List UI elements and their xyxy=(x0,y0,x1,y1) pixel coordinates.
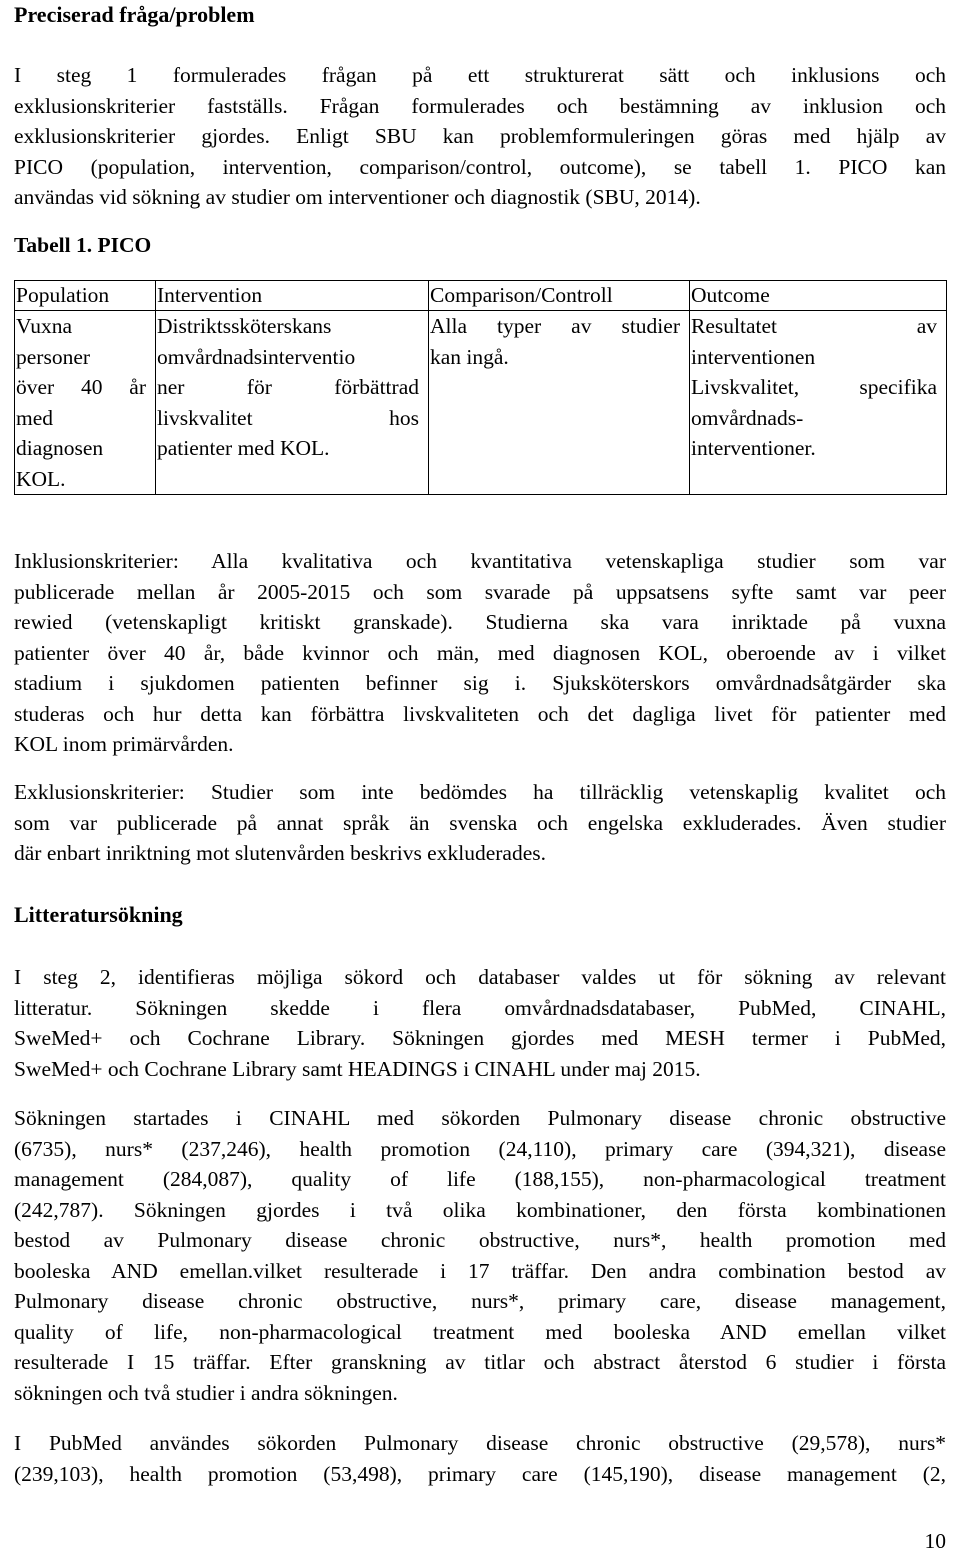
table-row xyxy=(15,311,947,495)
text-line: booleska AND emellan.vilket resulterade i 17 träffar. Den andra combination bestod av xyxy=(14,1258,946,1283)
cell-line: Livskvalitet, specifika xyxy=(691,375,937,399)
cell-line: diagnosen xyxy=(16,436,104,460)
text-line: I steg 1 formulerades frågan på ett strukturerat sätt och inklusions och xyxy=(14,63,946,87)
paragraph-exclusion-criteria xyxy=(14,777,946,869)
cell-line: omvårdnads- xyxy=(691,405,804,430)
cell-line: patienter med KOL. xyxy=(157,436,330,460)
page-number: 10 xyxy=(924,1529,946,1553)
header-population: Population xyxy=(15,281,156,311)
table-header-row xyxy=(15,281,947,311)
text-line: litteratur. Sökningen skedde i flera omvårdnadsdatabaser, PubMed, CINAHL, xyxy=(14,995,946,1020)
cell-intervention xyxy=(156,311,429,495)
cell-line: interventioner. xyxy=(691,436,816,460)
text-line: Sökningen startades i CINAHL med sökorden Pulmonary disease chronic obstructive xyxy=(14,1106,946,1130)
cell-line: Resultatet av xyxy=(691,314,937,338)
text-line: användas vid sökning av studier om interventioner och diagnostik (SBU, 2014). xyxy=(14,185,701,209)
text-line: KOL inom primärvården. xyxy=(14,732,234,756)
text-line: där enbart inriktning mot slutenvården beskrivs exkluderades. xyxy=(14,841,546,865)
text-line: I steg 2, identifieras möjliga sökord och databaser valdes ut för sökning av relevant xyxy=(14,965,946,989)
paragraph-cinahl-search xyxy=(14,1103,946,1408)
text-line: SweMed+ och Cochrane Library samt HEADINGS i CINAHL under maj 2015. xyxy=(14,1056,701,1081)
cell-line: KOL. xyxy=(16,466,66,491)
text-line: exklusionskriterier fastställs. Frågan formulerades och bestämning av inklusion och xyxy=(14,93,946,118)
text-line: som var publicerade på annat språk än svenska och engelska exkluderades. Även studier xyxy=(14,810,946,835)
text-line: (242,787). Sökningen gjordes i två olika kombinationer, den första kombinationen xyxy=(14,1197,946,1222)
cell-comparison xyxy=(429,311,690,495)
cell-line: Alla typer av studier xyxy=(430,314,680,338)
header-outcome: Outcome xyxy=(690,281,947,311)
paragraph-step-1 xyxy=(14,60,946,213)
text-line: management (284,087), quality of life (188,155), non-pharmacological treatment xyxy=(14,1167,946,1191)
text-line: resulterade I 15 träffar. Efter granskning av titlar och abstract återstod 6 studier i första xyxy=(14,1350,946,1374)
text-line: quality of life, non-pharmacological treatment med booleska AND emellan vilket xyxy=(14,1319,946,1344)
cell-line: kan ingå. xyxy=(430,344,509,369)
text-line: PICO (population, intervention, comparison/control, outcome), se tabell 1. PICO kan xyxy=(14,154,946,179)
text-line: SweMed+ och Cochrane Library. Sökningen gjordes med MESH termer i PubMed, xyxy=(14,1026,946,1050)
text-line: (6735), nurs* (237,246), health promotion (24,110), primary care (394,321), disease xyxy=(14,1136,946,1161)
header-comparison: Comparison/Controll xyxy=(429,281,690,311)
paragraph-step-2 xyxy=(14,962,946,1084)
paragraph-inclusion-criteria xyxy=(14,546,946,760)
text-line: (239,103), health promotion (53,498), primary care (145,190), disease management (2, xyxy=(14,1461,946,1486)
cell-line: med xyxy=(16,405,54,430)
text-line: sökningen och två studier i andra sökningen. xyxy=(14,1380,398,1405)
paragraph-pubmed-search xyxy=(14,1428,946,1489)
table-caption: Tabell 1. PICO xyxy=(14,233,152,257)
text-line: Inklusionskriterier: Alla kvalitativa och kvantitativa vetenskapliga studier som var xyxy=(14,549,946,573)
text-line: rewied (vetenskapligt kritiskt granskade). Studierna ska vara inriktade på vuxna xyxy=(14,610,946,634)
text-line: I PubMed användes sökorden Pulmonary disease chronic obstructive (29,578), nurs* xyxy=(14,1431,946,1455)
cell-line: Distriktssköterskans xyxy=(157,314,332,338)
text-line: stadium i sjukdomen patienten befinner sig i. Sjuksköterskors omvårdnadsåtgärder ska xyxy=(14,671,946,695)
cell-line: Vuxna xyxy=(16,314,73,338)
cell-line: personer xyxy=(16,344,91,369)
cell-line: omvårdnadsinterventio xyxy=(157,344,356,369)
text-line: publicerade mellan år 2005-2015 och som svarade på uppsatsens syfte samt var peer xyxy=(14,579,946,604)
cell-line: interventionen xyxy=(691,344,816,369)
section-heading-problem: Preciserad fråga/problem xyxy=(14,2,255,27)
text-line: bestod av Pulmonary disease chronic obstructive, nurs*, health promotion med xyxy=(14,1228,946,1252)
text-line: Pulmonary disease chronic obstructive, nurs*, primary care, disease management, xyxy=(14,1289,946,1313)
cell-line: livskvalitet hos xyxy=(157,405,419,430)
section-heading-literature-search: Litteratursökning xyxy=(14,902,183,927)
cell-line: ner för förbättrad xyxy=(157,375,419,399)
header-intervention: Intervention xyxy=(156,281,429,311)
text-line: patienter över 40 år, både kvinnor och män, med diagnosen KOL, oberoende av i vilket xyxy=(14,640,946,665)
cell-line: över 40 år xyxy=(16,375,146,399)
cell-outcome xyxy=(690,311,947,495)
pico-table xyxy=(14,280,947,495)
text-line: studeras och hur detta kan förbättra livskvaliteten och det dagliga livet för patienter med xyxy=(14,701,946,726)
text-line: Exklusionskriterier: Studier som inte bedömdes ha tillräcklig vetenskaplig kvalitet och xyxy=(14,780,946,804)
text-line: exklusionskriterier gjordes. Enligt SBU kan problemformuleringen göras med hjälp av xyxy=(14,124,946,148)
cell-population xyxy=(15,311,156,495)
